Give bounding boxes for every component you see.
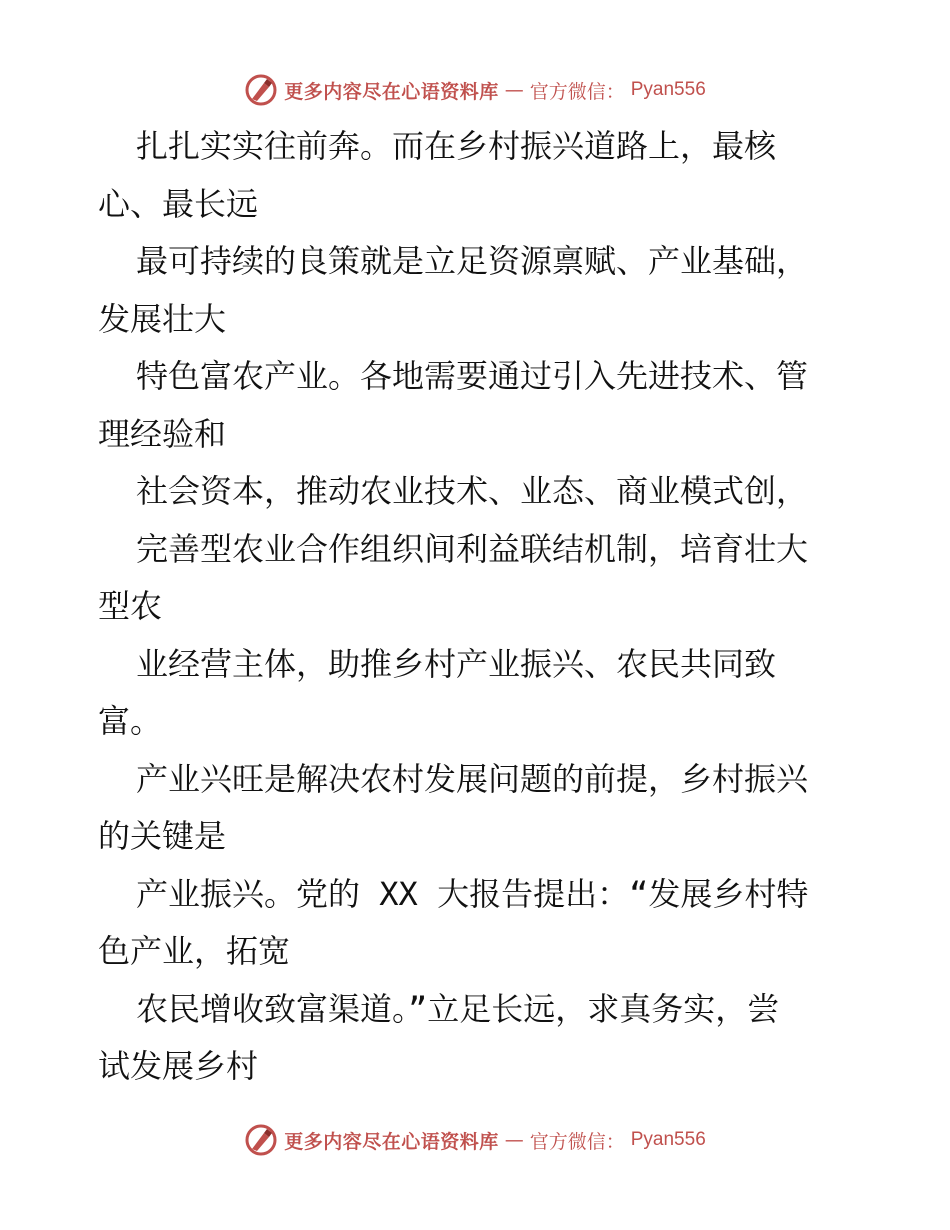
text-line: 社会资本，推动农业技术、业态、商业模式创， — [136, 472, 809, 510]
banner-main-text: 更多内容尽在心语资料库 — [284, 1130, 499, 1153]
text-line: 产业兴旺是解决农村发展问题的前提，乡村振兴 — [136, 759, 809, 798]
text-line: 色产业，拓宽 — [98, 932, 291, 970]
body-text — [98, 118, 858, 1096]
text-line: 发展壮大 — [98, 299, 227, 338]
text-line: 最可持续的良策就是立足资源禀赋、产业基础， — [136, 242, 809, 280]
text-line: 心、最长远 — [98, 184, 259, 223]
text-line: 型农 — [98, 587, 163, 625]
text-line: 富。 — [98, 702, 163, 740]
banner-main-text: 更多内容尽在心语资料库 — [284, 80, 499, 103]
text-line: 的关键是 — [98, 817, 227, 855]
banner-separator: — — [504, 1129, 524, 1151]
footer-banner — [0, 1120, 950, 1160]
text-line: 特色富农产业。各地需要通过引入先进技术、管 — [136, 357, 809, 395]
text-line: 理经验和 — [98, 414, 227, 453]
banner-wechat-id: Pyan556 — [630, 79, 706, 100]
text-line: 农民增收致富渠道。”立足长远，求真务实，尝 — [136, 989, 780, 1028]
text-line: 完善型农业合作组织间利益联结机制，培育壮大 — [136, 529, 809, 568]
banner-separator: — — [504, 79, 524, 101]
text-line: 产业振兴。党的 XX 大报告提出：“发展乡村特 — [136, 874, 809, 913]
text-line: 业经营主体，助推乡村产业振兴、农民共同致 — [136, 644, 777, 683]
pen-logo-icon — [244, 73, 278, 107]
banner-wechat-id: Pyan556 — [630, 1129, 706, 1150]
banner-sub-text: 官方微信： — [529, 1130, 625, 1153]
text-line: 试发展乡村 — [98, 1047, 259, 1085]
text-line: 扎扎实实往前奔。而在乡村振兴道路上，最核 — [136, 127, 777, 165]
header-banner — [0, 70, 950, 110]
banner-sub-text: 官方微信： — [529, 80, 625, 103]
pen-logo-icon — [244, 1123, 278, 1157]
